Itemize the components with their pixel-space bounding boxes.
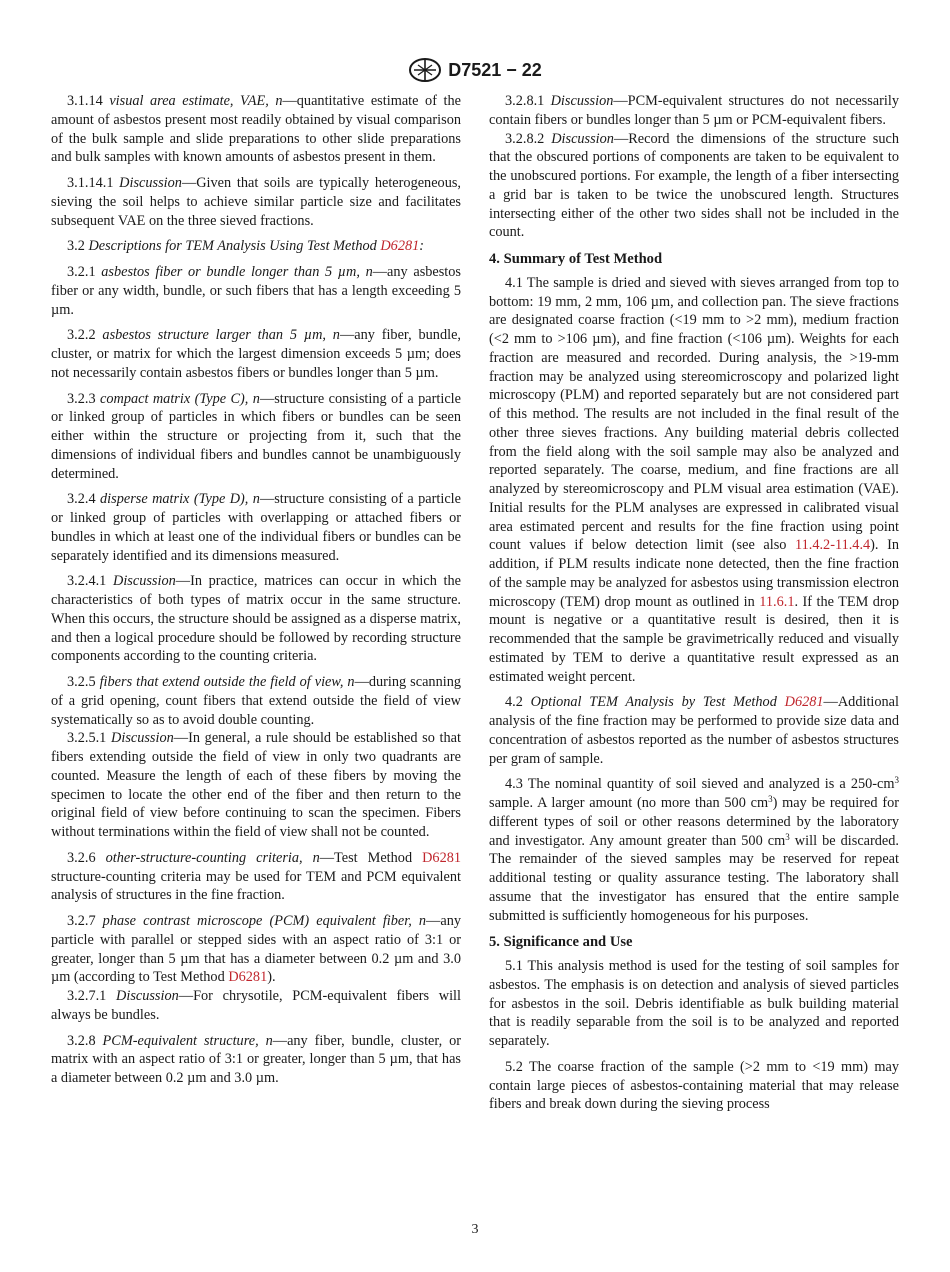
right-column [489, 92, 899, 1121]
left-column [51, 92, 461, 1095]
section-3-2-6: 3.2.6 other-structure-counting criteria, n—Test Method D6281 structure-counting criteria may be used for TEM and PCM equivalent analysis of structures in the fine fraction. [51, 849, 462, 904]
section-5-2: 5.2 The coarse fraction of the sample (>2 mm to <19 mm) may contain large pieces of asbestos-containing material that may release fibers and break down during the sieving process [489, 1058, 899, 1113]
section-3-2-1: 3.2.1 asbestos fiber or bundle longer than 5 µm, n—any asbestos fiber or any width, bundle, or such fibers that has a length exceeding 5 µm. [51, 264, 461, 318]
section-4-2: 4.2 Optional TEM Analysis by Test Method D6281—Additional analysis of the fine fraction may be performed to provide size data and concentration of asbestos reported as the number of asbestos structures per gram of sample. [489, 694, 899, 767]
section-3-2-3: 3.2.3 compact matrix (Type C), n—structure consisting of a particle or linked group of particles in which fibers or bundles can be seen either within the structure or projecting from it, such that the dimensions of individual fibers and bundles cannot be unambiguously determined. [51, 390, 461, 482]
section-3-2-8-2: 3.2.8.2 Discussion—Record the dimensions of the structure such that the obscured portions of components are taken to be equivalent to the unobscured portions. For example, the length of a fiber intersecting a grid bar is taken to be twice the unobscured length. Structures intersecting either of the other two sides shall not be included in the count. [489, 130, 900, 241]
section-5-1: 5.1 This analysis method is used for the testing of soil samples for asbestos. The emphasis is on detection and analysis of sieved particles for asbestos in the soil. Debris identifiable as bulk building material that is readily separable from the soil is to be analyzed and reported separately. [489, 958, 900, 1049]
section-3-1-14-1: 3.1.14.1 Discussion—Given that soils are typically heterogeneous, sieving the soil helps to achieve similar particle size and facilitates subsequent VAE on the three sieved fractions. [51, 175, 461, 229]
page-number: 3 [471, 1222, 479, 1237]
ref-link-d6281[interactable]: D6281 [422, 849, 462, 866]
section-3-2-4: 3.2.4 disperse matrix (Type D), n—structure consisting of a particle or linked group of particles with overlapping or attached fibers or bundles in which at least one of the individual fibers or bundles can be separately identified and its dimensions measured. [51, 491, 461, 564]
section-4-3: 4.3 The nominal quantity of soil sieved and analyzed is a $250-cm^3$ sample. A larger amount (no more than 500 $cm^3$) may be required for different types of soil or other reasons determined by the laboratory and investigator. Any amount greater than 500 $cm^3$ will be discarded. The remainder of the sieved samples may be reserved for repeat additional testing or quality assurance testing. The laboratory shall assume that the investigator has ensured that the entire sample submitted is sufficiently homogeneous for his purposes. [489, 775, 900, 924]
section-3-2-5: 3.2.5 fibers that extend outside the field of view, n—during scanning of a grid opening, count fibers that extend outside the field of view systematically so as to avoid double counting. [51, 674, 461, 728]
section-3-1-14: 3.1.14 visual area estimate, VAE, n—quantitative estimate of the amount of asbestos present most readily obtained by visual comparison of the bulk sample and slide preparations to other slide preparations and bulk samples with known amounts of asbestos present in them. [51, 93, 461, 166]
astm-logo-icon [408, 57, 442, 83]
ref-link-11-4-2[interactable]: 11.4.2-11.4.4 [794, 537, 871, 554]
ref-link-11-6-1[interactable]: 11.6.1 [759, 593, 795, 610]
ref-link-d6281[interactable]: D6281 [380, 238, 420, 255]
page-header [0, 56, 950, 84]
document-id: D7521 − 22 [448, 59, 542, 80]
section-3-2-7: 3.2.7 phase contrast microscope (PCM) equivalent fiber, n—any particle with parallel or stepped sides with an aspect ratio of 3:1 or greater, longer than 5 µm that has a diameter between 0.2 µm and 3.0 µm (according to Test Method D6281). [51, 913, 461, 986]
section-3-2: 3.2 Descriptions for TEM Analysis Using Test Method D6281: [67, 238, 425, 255]
section-3-2-2: 3.2.2 asbestos structure larger than 5 µm, n—any fiber, bundle, cluster, or matrix for which the largest dimension exceeds 5 µm; does not necessarily contain asbestos fibers or bundles longer than 5 µm. [51, 327, 461, 381]
heading-significance-and-use: 5. Significance and Use [489, 934, 633, 951]
section-3-2-5-1: 3.2.5.1 Discussion—In general, a rule should be established so that fibers extending outside the field of view in only two quadrants are counted. Measure the length of each of these fibers by moving the specimen to locate the other end of the fiber and then return to the original field of view before continuing to scan the specimen. Fibers without terminations within the field of view shall not be counted. [51, 730, 461, 840]
section-3-2-7-1: 3.2.7.1 Discussion—For chrysotile, PCM-equivalent fibers will always be bundles. [51, 988, 461, 1023]
section-3-2-4-1: 3.2.4.1 Discussion—In practice, matrices can occur in which the characteristics of both types of matrix occur in the same structure. When this occurs, the structure should be assigned as a disperse matrix, and then a logical procedure should be followed by recording structure components according to the counting criteria. [51, 573, 462, 665]
heading-summary-of-test-method: 4. Summary of Test Method [489, 251, 663, 267]
section-3-2-8: 3.2.8 PCM-equivalent structure, n—any fiber, bundle, cluster, or matrix with an aspect ratio of 3:1 or greater, longer than 5 µm, that has a diameter between 0.2 µm and 3.0 µm. [51, 1032, 462, 1086]
ref-link-d6281[interactable]: D6281 [228, 969, 268, 986]
section-4-1: 4.1 The sample is dried and sieved with sieves arranged from top to bottom: 19 mm, 2 mm, 106 µm, and collection pan. The sieve fractions are designated coarse fraction (<19 mm to >2 mm), medium fraction (<2 mm to >106 µm), and fine fraction (<106 µm). Weights for each fraction are measured and recorded. During analysis, the >19-mm fraction may be analyzed using stereomicroscopy and polarized light microscopy (PLM) and reported separately but are not considered part of this method. The results are not included in the final result of the other three sieves fractions. Any building material debris collected from the field along with the soil sample may also be analyzed and reported separately. The coarse, medium, and fine fractions are all analyzed by stereomicroscopy and PLM visual area estimation (VAE). Initial results for the PLM analyses are expressed in calibrated visual area estimated percent and results for the fine fraction using point count values if below detection limit (see also 11.4.2-11.4.4). In addition, if PLM results indicate none detected, then the fine fraction of the sample may be analyzed for asbestos using transmission electron microscopy (TEM) drop mount as outlined in 11.6.1. If the TEM drop mount is negative or a quantitative result is desired, then it is recommended that the sample be gravimetrically reduced and visually estimated by TEM to derive a quantitative result expressed as an estimated weight percent. [489, 274, 900, 685]
ref-link-d6281[interactable]: D6281 [784, 694, 824, 711]
section-3-2-8-1: 3.2.8.1 Discussion—PCM-equivalent structures do not necessarily contain fibers or bundles longer than 5 µm or PCM-equivalent fibers. [489, 93, 899, 128]
